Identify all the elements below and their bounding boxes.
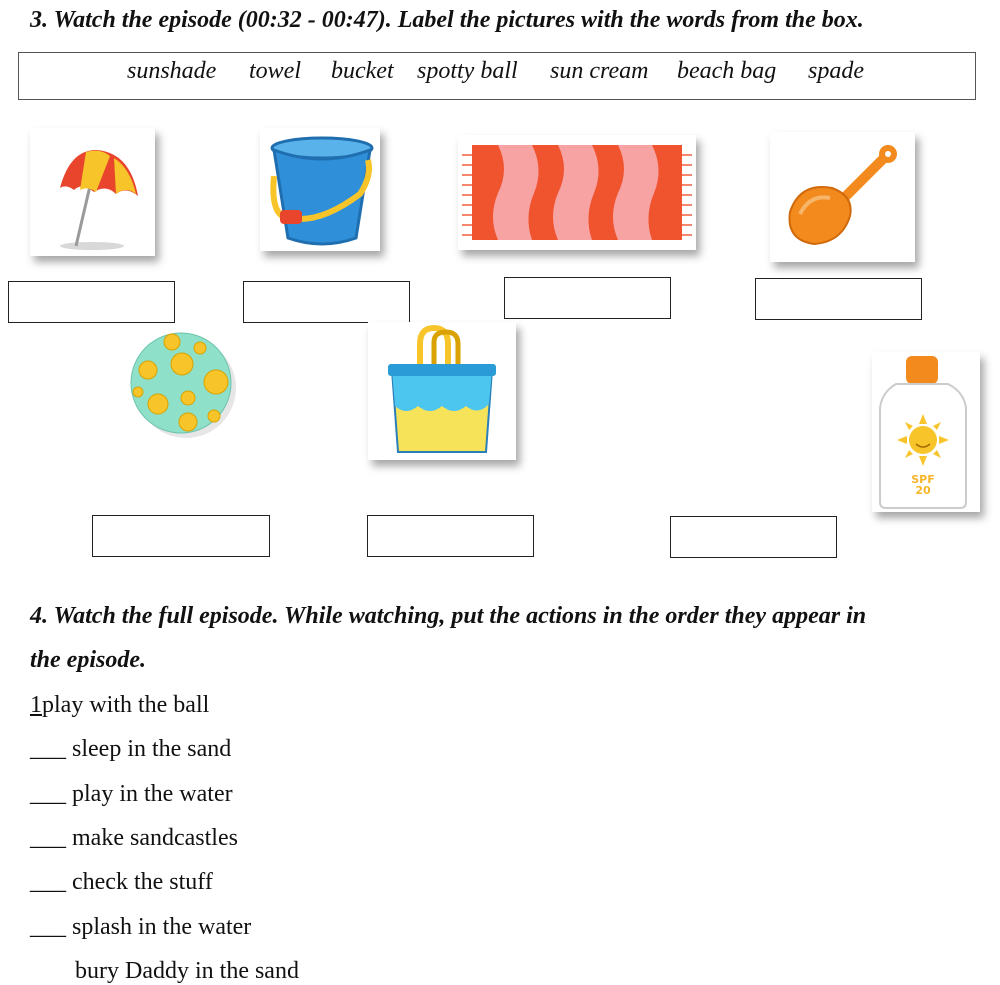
beach-bag-picture bbox=[368, 322, 516, 460]
list-item bbox=[30, 869, 213, 896]
word-bucket: bucket bbox=[331, 58, 394, 84]
answer-box-4[interactable] bbox=[755, 278, 922, 320]
word-sun-cream: sun cream bbox=[550, 58, 649, 84]
answer-input-3[interactable] bbox=[505, 278, 670, 318]
answer-input-5[interactable] bbox=[93, 516, 269, 556]
word-box bbox=[18, 52, 976, 100]
action-text: make sandcastles bbox=[66, 825, 238, 851]
word-beach-bag: beach bag bbox=[677, 58, 777, 84]
bucket-picture bbox=[260, 128, 380, 251]
order-blank[interactable]: ___ bbox=[30, 914, 66, 940]
answer-box-1[interactable] bbox=[8, 281, 175, 323]
order-blank[interactable]: ___ bbox=[30, 781, 66, 807]
answer-input-7[interactable] bbox=[671, 517, 836, 557]
action-text: splash in the water bbox=[66, 914, 252, 940]
answer-input-2[interactable] bbox=[244, 282, 409, 322]
answer-box-6[interactable] bbox=[367, 515, 534, 557]
order-blank[interactable]: ___ bbox=[30, 825, 66, 851]
sun-cream-icon bbox=[872, 352, 980, 512]
list-item bbox=[30, 914, 251, 941]
answer-box-7[interactable] bbox=[670, 516, 837, 558]
answer-box-2[interactable] bbox=[243, 281, 410, 323]
spf-label-line2: 20 bbox=[915, 484, 931, 497]
action-text: bury Daddy in the sand bbox=[75, 958, 299, 984]
answer-box-5[interactable] bbox=[92, 515, 270, 557]
action-text: play with the ball bbox=[42, 692, 210, 718]
section-4-heading: 4. Watch the full episode. While watching, put the actions in the order they appear in bbox=[30, 603, 867, 629]
order-blank[interactable]: 1 bbox=[30, 692, 42, 718]
order-blank[interactable]: ___ bbox=[30, 736, 66, 762]
answer-input-4[interactable] bbox=[756, 279, 921, 319]
list-item bbox=[30, 692, 209, 719]
beach-bag-icon bbox=[368, 322, 516, 460]
spotty-ball-picture bbox=[128, 330, 238, 440]
answer-box-3[interactable] bbox=[504, 277, 671, 319]
spade-icon bbox=[770, 132, 915, 262]
list-item bbox=[30, 736, 231, 763]
spf-label-line1: SPF bbox=[911, 473, 935, 486]
sunshade-picture bbox=[30, 128, 155, 256]
section-3-heading: 3. Watch the episode (00:32 - 00:47). Label the pictures with the words from the box. bbox=[30, 7, 864, 33]
section-4-heading-cont: the episode. bbox=[30, 647, 146, 673]
answer-input-1[interactable] bbox=[9, 282, 174, 322]
list-item bbox=[30, 781, 233, 808]
order-blank[interactable]: ___ bbox=[30, 869, 66, 895]
word-towel: towel bbox=[249, 58, 301, 84]
list-item bbox=[30, 825, 238, 852]
spotty-ball-icon bbox=[128, 330, 238, 440]
action-text: play in the water bbox=[66, 781, 233, 807]
answer-input-6[interactable] bbox=[368, 516, 533, 556]
towel-icon bbox=[458, 135, 696, 250]
word-spade: spade bbox=[808, 58, 864, 84]
spade-picture bbox=[770, 132, 915, 262]
bucket-icon bbox=[260, 128, 380, 251]
action-text: sleep in the sand bbox=[66, 736, 232, 762]
list-item bbox=[75, 958, 299, 985]
word-sunshade: sunshade bbox=[127, 58, 217, 84]
sunshade-icon bbox=[30, 128, 155, 256]
word-spotty-ball: spotty ball bbox=[417, 58, 518, 84]
action-text: check the stuff bbox=[66, 869, 213, 895]
sun-cream-picture bbox=[872, 352, 980, 512]
towel-picture bbox=[458, 135, 696, 250]
